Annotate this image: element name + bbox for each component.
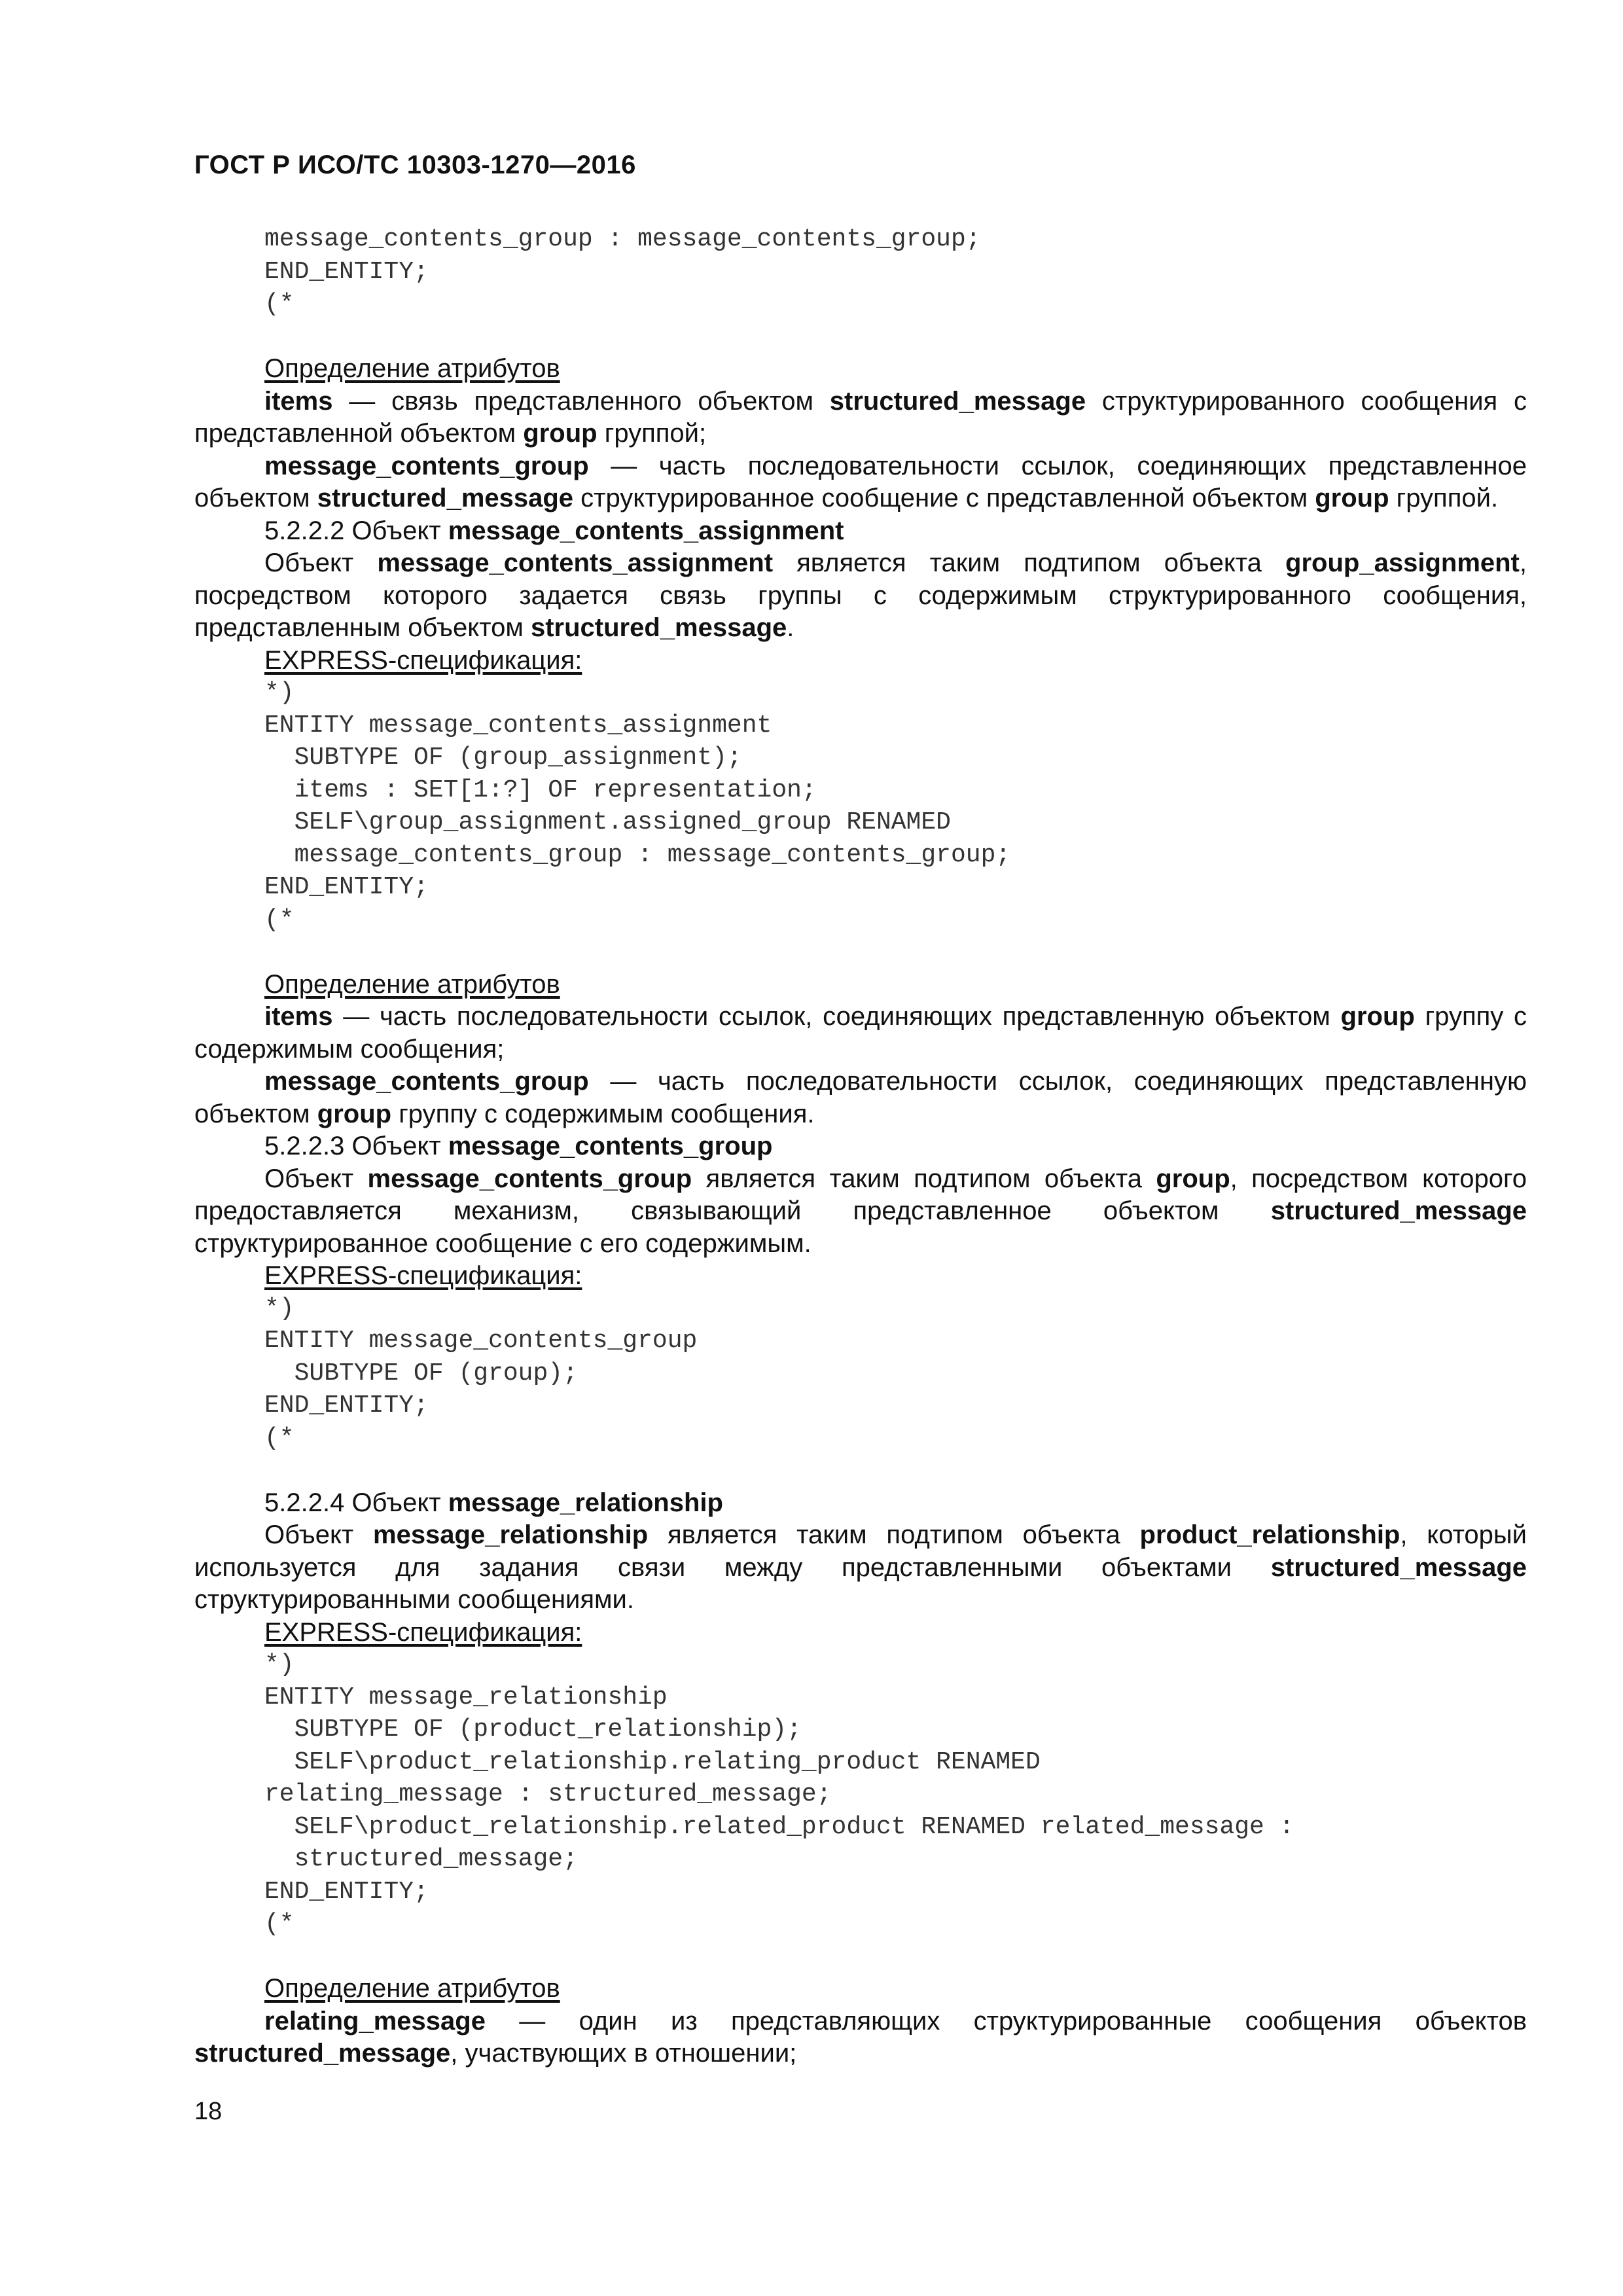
section-heading-5-2-2-3: 5.2.2.3 Объект message_contents_group (264, 1132, 773, 1160)
code-line: (* (264, 905, 294, 934)
spacer (194, 936, 1527, 969)
code-line: SELF\group_assignment.assigned_group RENAMED (264, 808, 951, 836)
code-line: message_contents_group : message_contents_group; (264, 225, 981, 253)
code-line: END_ENTITY; (264, 873, 429, 901)
attribute-definition-items: items — часть последовательности ссылок, соединяющих представленную объектом group группу с содержимым сообщения; (194, 1002, 1527, 1064)
page-number: 18 (194, 2098, 223, 2125)
express-code-block (194, 1293, 1527, 1455)
page-content (194, 223, 1527, 2070)
code-line: SELF\product_relationship.related_product RENAMED related_message : (264, 1812, 1294, 1841)
code-line: *) (264, 1294, 294, 1323)
section-heading-5-2-2-2: 5.2.2.2 Объект message_contents_assignment (264, 516, 844, 545)
attribute-definition-message-contents-group: message_contents_group — часть последовательности ссылок, соединяющих представленную объектом group группу с содержимым сообщения. (194, 1067, 1527, 1128)
code-line: (* (264, 1424, 294, 1452)
code-line: ENTITY message_relationship (264, 1683, 668, 1712)
code-line: END_ENTITY; (264, 257, 429, 286)
document-header: ГОСТ Р ИСО/ТС 10303-1270—2016 (194, 151, 636, 179)
attributes-heading: Определение атрибутов (264, 969, 560, 999)
code-line: message_contents_group : message_contents_group; (264, 840, 1011, 869)
code-line: *) (264, 679, 294, 707)
code-line: SUBTYPE OF (group); (264, 1359, 578, 1388)
code-line: END_ENTITY; (264, 1877, 429, 1906)
code-line: SUBTYPE OF (product_relationship); (264, 1715, 802, 1744)
express-code-block (194, 223, 1527, 321)
code-line: ENTITY message_contents_group (264, 1327, 698, 1355)
section-description: Объект message_contents_group является таким подтипом объекта group, посредством которого предоставляется механизм, связывающий представленное объектом structured_message структурированное сообщение с его содержимым. (194, 1164, 1527, 1258)
express-code-block (194, 677, 1527, 936)
code-line: END_ENTITY; (264, 1391, 429, 1420)
code-line: SELF\product_relationship.relating_product RENAMED (264, 1748, 1041, 1776)
attributes-heading: Определение атрибутов (264, 354, 560, 383)
code-line: items : SET[1:?] OF representation; (264, 776, 817, 804)
attributes-heading: Определение атрибутов (264, 1974, 560, 2003)
spacer (194, 1941, 1527, 1973)
code-line: (* (264, 290, 294, 318)
express-code-block (194, 1649, 1527, 1941)
section-description: Объект message_contents_assignment является таким подтипом объекта group_assignment, посредством которого задается связь группы с содержимым структурированного сообщения, представленным объектом structured_message. (194, 548, 1527, 642)
attribute-definition-message-contents-group: message_contents_group — часть последовательности ссылок, соединяющих представленное объектом structured_message структурированное сообщение с представленной объектом group группой. (194, 451, 1527, 512)
code-line: ENTITY message_contents_assignment (264, 711, 772, 740)
express-spec-label: EXPRESS-спецификация: (264, 645, 582, 675)
code-line: (* (264, 1910, 294, 1938)
spacer (194, 1454, 1527, 1487)
attribute-definition-relating-message: relating_message — один из представляющих структурированные сообщения объектов structured_message, участвующих в отношении; (194, 2006, 1527, 2068)
spacer (194, 321, 1527, 353)
attribute-definition-items: items — связь представленного объектом structured_message структурированного сообщения с представленной объектом group группой; (194, 386, 1527, 448)
code-line: SUBTYPE OF (group_assignment); (264, 744, 742, 772)
code-line: relating_message : structured_message; (264, 1780, 832, 1808)
section-heading-5-2-2-4: 5.2.2.4 Объект message_relationship (264, 1488, 723, 1517)
express-spec-label: EXPRESS-спецификация: (264, 1617, 582, 1647)
code-line: *) (264, 1651, 294, 1679)
express-spec-label: EXPRESS-спецификация: (264, 1261, 582, 1290)
section-description: Объект message_relationship является таким подтипом объекта product_relationship, который используется для задания связи между представленными объектами structured_message структурированными сообщениями. (194, 1520, 1527, 1614)
code-line: structured_message; (264, 1845, 578, 1873)
